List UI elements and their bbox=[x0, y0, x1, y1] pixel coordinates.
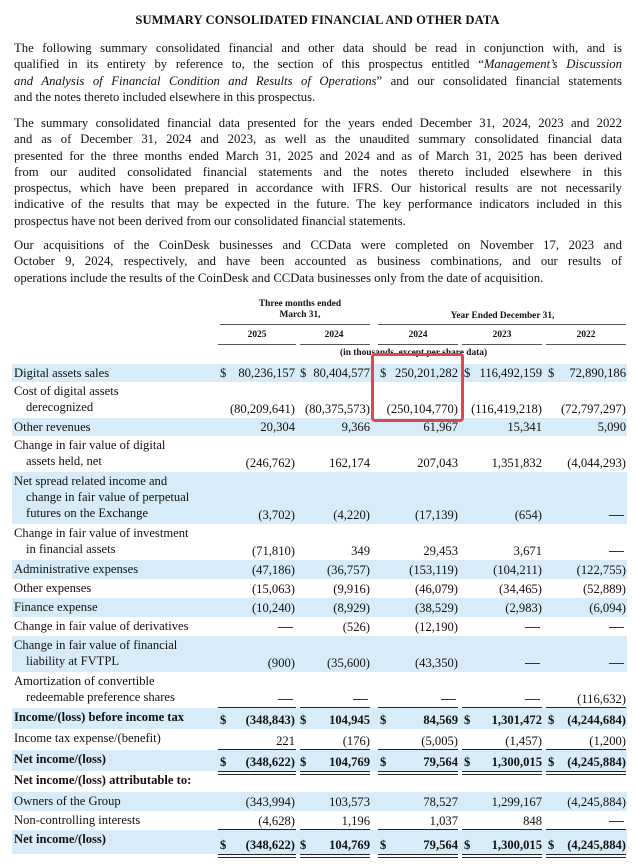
cell-value: 80,236,157 bbox=[238, 366, 295, 380]
cell-dash bbox=[609, 821, 624, 822]
cell-value: (4,044,293) bbox=[567, 456, 626, 470]
cell-value: (250,104,770) bbox=[386, 402, 458, 416]
total-double-rule bbox=[300, 771, 370, 775]
total-double-rule bbox=[378, 771, 458, 775]
row-label: change in fair value of perpetual bbox=[26, 490, 190, 504]
cell-value: (34,465) bbox=[498, 582, 542, 596]
highlight-box bbox=[371, 353, 464, 422]
cell-value: 29,453 bbox=[423, 544, 458, 558]
cell-value: (43,350) bbox=[414, 656, 458, 670]
row-label: liability at FVTPL bbox=[26, 654, 120, 668]
currency-sign: $ bbox=[300, 713, 307, 727]
cell-value: 162,174 bbox=[329, 456, 370, 470]
subtotal-rule bbox=[462, 707, 542, 708]
cell-value: 79,564 bbox=[423, 838, 458, 852]
intro-paragraph bbox=[14, 40, 622, 105]
cell-value: 116,492,159 bbox=[479, 366, 542, 380]
units-note: (in thousands, except per share data) bbox=[340, 348, 488, 358]
row-label: Net income/(loss) bbox=[14, 752, 106, 766]
header-rule bbox=[546, 344, 626, 345]
currency-sign: $ bbox=[380, 755, 387, 769]
subtotal-rule bbox=[462, 749, 542, 750]
text-line: presented for the three months ended March 31, 2025 and 2024 and as of March 31, 2025 has been derived bbox=[14, 148, 622, 163]
cell-dash bbox=[609, 627, 624, 628]
total-double-rule bbox=[300, 854, 370, 858]
text-line: operations include the results of the CoinDesk and CCData businesses only from the date of acquisition. bbox=[14, 270, 544, 285]
subtotal-rule bbox=[546, 829, 626, 830]
cell-value: 80,404,577 bbox=[313, 366, 370, 380]
total-double-rule bbox=[218, 854, 296, 858]
cell-value: 207,043 bbox=[417, 456, 458, 470]
col-header-2025: 2025 bbox=[247, 330, 267, 340]
subtotal-rule bbox=[546, 749, 626, 750]
cell-value: (348,843) bbox=[245, 713, 295, 727]
text-line: prospectus, which have been prepared in accordance with IFRS. Our historical results are not necessarily bbox=[14, 181, 622, 196]
currency-sign: $ bbox=[464, 838, 471, 852]
cell-value: (9,916) bbox=[333, 582, 370, 596]
cell-value: (116,632) bbox=[577, 692, 626, 706]
cell-dash bbox=[525, 663, 540, 664]
cell-dash bbox=[525, 699, 540, 700]
row-label: Owners of the Group bbox=[14, 794, 121, 808]
cell-value: 3,671 bbox=[513, 544, 542, 558]
cell-dash bbox=[441, 699, 456, 700]
row-label: Income tax expense/(benefit) bbox=[14, 731, 161, 745]
total-double-rule bbox=[462, 771, 542, 775]
header-rule bbox=[462, 344, 542, 345]
cell-value: (526) bbox=[342, 620, 370, 634]
cell-value: 848 bbox=[523, 814, 542, 828]
currency-sign: $ bbox=[220, 366, 227, 380]
cell-value: 79,564 bbox=[423, 755, 458, 769]
row-label: derecognized bbox=[26, 400, 94, 414]
cell-value: (36,757) bbox=[326, 563, 370, 577]
text-line: from our audited consolidated financial statements and the notes thereto included elsewhere in this bbox=[14, 164, 622, 179]
cell-value: 84,569 bbox=[423, 713, 458, 727]
total-double-rule bbox=[546, 771, 626, 775]
cell-dash bbox=[278, 627, 293, 628]
row-label: redeemable preference shares bbox=[26, 690, 175, 704]
cell-value: 5,090 bbox=[597, 420, 626, 434]
cell-value: 104,945 bbox=[329, 713, 370, 727]
text-line: indicative of the results that may be expected in the future. The key performance indicators included in this bbox=[14, 197, 622, 212]
col-header-2023: 2023 bbox=[492, 330, 512, 340]
currency-sign: $ bbox=[300, 755, 307, 769]
currency-sign: $ bbox=[380, 838, 387, 852]
text-line: The summary consolidated financial data presented for the years ended December 31, 2024, 2023 and 2022 bbox=[14, 116, 622, 130]
currency-sign: $ bbox=[464, 713, 471, 727]
row-label: Other expenses bbox=[14, 581, 92, 595]
cell-value: (15,063) bbox=[251, 582, 295, 596]
cell-value: 1,299,167 bbox=[491, 795, 542, 809]
cell-value: 221 bbox=[276, 734, 295, 748]
cell-value: (71,810) bbox=[251, 544, 295, 558]
header-rule bbox=[378, 344, 458, 345]
cell-value: (4,244,684) bbox=[567, 713, 626, 727]
total-double-rule bbox=[462, 854, 542, 858]
cell-value: (72,797,297) bbox=[560, 402, 626, 416]
row-label: Administrative expenses bbox=[14, 562, 139, 576]
cell-value: (654) bbox=[514, 508, 542, 522]
data-basis-paragraph bbox=[14, 115, 622, 229]
cell-value: (4,245,884) bbox=[567, 838, 626, 852]
cell-value: (47,186) bbox=[251, 563, 295, 577]
total-double-rule bbox=[546, 854, 626, 858]
cell-value: (52,889) bbox=[582, 582, 626, 596]
currency-sign: $ bbox=[300, 366, 307, 380]
row-label: Other revenues bbox=[14, 420, 91, 434]
cell-value: (348,622) bbox=[245, 838, 295, 852]
cell-value: (80,209,641) bbox=[229, 402, 295, 416]
subtotal-rule bbox=[378, 707, 458, 708]
subtotal-rule bbox=[546, 707, 626, 708]
cell-value: (6,094) bbox=[589, 601, 626, 615]
cell-value: (5,005) bbox=[421, 734, 458, 748]
cell-value: (17,139) bbox=[414, 508, 458, 522]
cell-value: 1,300,015 bbox=[491, 755, 542, 769]
cell-value: (104,211) bbox=[493, 563, 542, 577]
cell-value: 104,769 bbox=[329, 755, 370, 769]
row-label: Net spread related income and bbox=[14, 474, 168, 488]
cell-value: 9,366 bbox=[341, 420, 370, 434]
row-label: Net income/(loss) bbox=[14, 832, 106, 846]
currency-sign: $ bbox=[548, 755, 555, 769]
text-line: prospectus have not been derived from our consolidated financial statements. bbox=[14, 213, 406, 228]
cell-value: (2,983) bbox=[505, 601, 542, 615]
cell-value: 1,300,015 bbox=[491, 838, 542, 852]
subtotal-rule bbox=[378, 749, 458, 750]
row-label: Income/(loss) before income tax bbox=[14, 710, 185, 724]
header-rule bbox=[300, 344, 370, 345]
cell-dash bbox=[609, 515, 624, 516]
row-label: Change in fair value of digital bbox=[14, 438, 166, 452]
subtotal-rule bbox=[218, 707, 296, 708]
cell-value: (3,702) bbox=[258, 508, 295, 522]
cell-value: 250,201,282 bbox=[395, 366, 458, 380]
acquisitions-paragraph bbox=[14, 237, 622, 286]
cell-value: (348,622) bbox=[245, 755, 295, 769]
col-header-2022: 2022 bbox=[576, 330, 596, 340]
row-label: futures on the Exchange bbox=[26, 506, 149, 520]
cell-value: 61,967 bbox=[423, 420, 458, 434]
cell-value: 104,769 bbox=[329, 838, 370, 852]
cell-value: (153,119) bbox=[409, 563, 458, 577]
subtotal-rule bbox=[378, 829, 458, 830]
currency-sign: $ bbox=[548, 713, 555, 727]
total-double-rule bbox=[378, 854, 458, 858]
cell-dash bbox=[353, 699, 368, 700]
currency-sign: $ bbox=[300, 838, 307, 852]
total-double-rule bbox=[218, 771, 296, 775]
cell-dash bbox=[609, 663, 624, 664]
cell-value: (246,762) bbox=[245, 456, 295, 470]
cell-value: (35,600) bbox=[326, 656, 370, 670]
currency-sign: $ bbox=[220, 755, 227, 769]
cell-value: (1,200) bbox=[589, 734, 626, 748]
col-header-2024-q: 2024 bbox=[324, 330, 344, 340]
cell-value: (122,755) bbox=[576, 563, 626, 577]
subtotal-rule bbox=[300, 749, 370, 750]
cell-value: 103,573 bbox=[329, 795, 370, 809]
cell-value: 1,301,472 bbox=[491, 713, 542, 727]
text-line: and Analysis of Financial Condition and Results of Operations” and our consolidated financial statements bbox=[14, 73, 622, 88]
row-label: Net income/(loss) attributable to: bbox=[14, 773, 192, 787]
col-header-2024: 2024 bbox=[408, 330, 428, 340]
cell-value: (176) bbox=[342, 734, 370, 748]
cell-value: (4,245,884) bbox=[567, 795, 626, 809]
cell-value: (1,457) bbox=[505, 734, 542, 748]
cell-value: (4,245,884) bbox=[567, 755, 626, 769]
currency-sign: $ bbox=[380, 713, 387, 727]
cell-value: (8,929) bbox=[333, 601, 370, 615]
header-rule bbox=[378, 324, 626, 325]
row-label: Amortization of convertible bbox=[14, 674, 155, 688]
text-line: October 9, 2024, respectively, and have been accounted as business combinations, and our results of bbox=[14, 254, 622, 269]
row-label: Finance expense bbox=[14, 600, 98, 614]
cell-value: (80,375,573) bbox=[304, 402, 370, 416]
text-line: and as of December 31, 2024 and 2023, as well as the unaudited summary consolidated financial data bbox=[14, 132, 622, 147]
cell-value: (38,529) bbox=[414, 601, 458, 615]
cell-value: 72,890,186 bbox=[569, 366, 626, 380]
header-rule bbox=[218, 344, 296, 345]
cell-value: (4,220) bbox=[333, 508, 370, 522]
row-label: Digital assets sales bbox=[14, 366, 110, 380]
currency-sign: $ bbox=[464, 755, 471, 769]
text-line: and the notes thereto included elsewhere in this prospectus. bbox=[14, 89, 316, 104]
cell-value: 1,196 bbox=[341, 814, 370, 828]
cell-value: (900) bbox=[267, 656, 295, 670]
cell-value: (343,994) bbox=[245, 795, 295, 809]
currency-sign: $ bbox=[220, 713, 227, 727]
cell-value: 1,351,832 bbox=[491, 456, 542, 470]
cell-dash bbox=[525, 627, 540, 628]
cell-value: 1,037 bbox=[429, 814, 458, 828]
cell-value: (10,240) bbox=[251, 601, 295, 615]
cell-value: (12,190) bbox=[414, 620, 458, 634]
currency-sign: $ bbox=[380, 366, 387, 380]
row-label: Change in fair value of derivatives bbox=[14, 619, 189, 633]
row-label: Change in fair value of investment bbox=[14, 526, 189, 540]
row-label: Non-controlling interests bbox=[14, 813, 141, 827]
row-label: Cost of digital assets bbox=[14, 384, 119, 398]
cell-dash bbox=[609, 551, 624, 552]
cell-value: 15,341 bbox=[507, 420, 542, 434]
currency-sign: $ bbox=[464, 366, 471, 380]
cell-value: (46,079) bbox=[414, 582, 458, 596]
subtotal-rule bbox=[462, 829, 542, 830]
text-line: The following summary consolidated financial and other data should be read in conjunction with, and is bbox=[14, 41, 622, 55]
currency-sign: $ bbox=[548, 838, 555, 852]
currency-sign: $ bbox=[220, 838, 227, 852]
cell-value: 349 bbox=[351, 544, 370, 558]
text-line: Our acquisitions of the CoinDesk businesses and CCData were completed on November 17, 2023 and bbox=[14, 238, 622, 252]
subtotal-rule bbox=[300, 829, 370, 830]
section-title: SUMMARY CONSOLIDATED FINANCIAL AND OTHER DATA bbox=[135, 13, 500, 27]
cell-value: (116,419,218) bbox=[471, 402, 542, 416]
cell-value: 20,304 bbox=[260, 420, 295, 434]
subtotal-rule bbox=[300, 707, 370, 708]
subtotal-rule bbox=[218, 749, 296, 750]
cell-dash bbox=[278, 699, 293, 700]
row-label: assets held, net bbox=[26, 454, 102, 468]
row-label: in financial assets bbox=[26, 542, 116, 556]
cell-value: 78,527 bbox=[423, 795, 458, 809]
cell-value: (4,628) bbox=[258, 814, 295, 828]
group-header-three-months: Three months ended March 31, bbox=[258, 299, 342, 320]
text-line: qualified in its entirety by reference to, the section of this prospectus entitled “Management’s Discussion bbox=[14, 57, 622, 72]
header-rule bbox=[220, 324, 370, 325]
subtotal-rule bbox=[218, 829, 296, 830]
row-label: Change in fair value of financial bbox=[14, 638, 178, 652]
group-header-year-ended: Year Ended December 31, bbox=[450, 311, 555, 321]
currency-sign: $ bbox=[548, 366, 555, 380]
